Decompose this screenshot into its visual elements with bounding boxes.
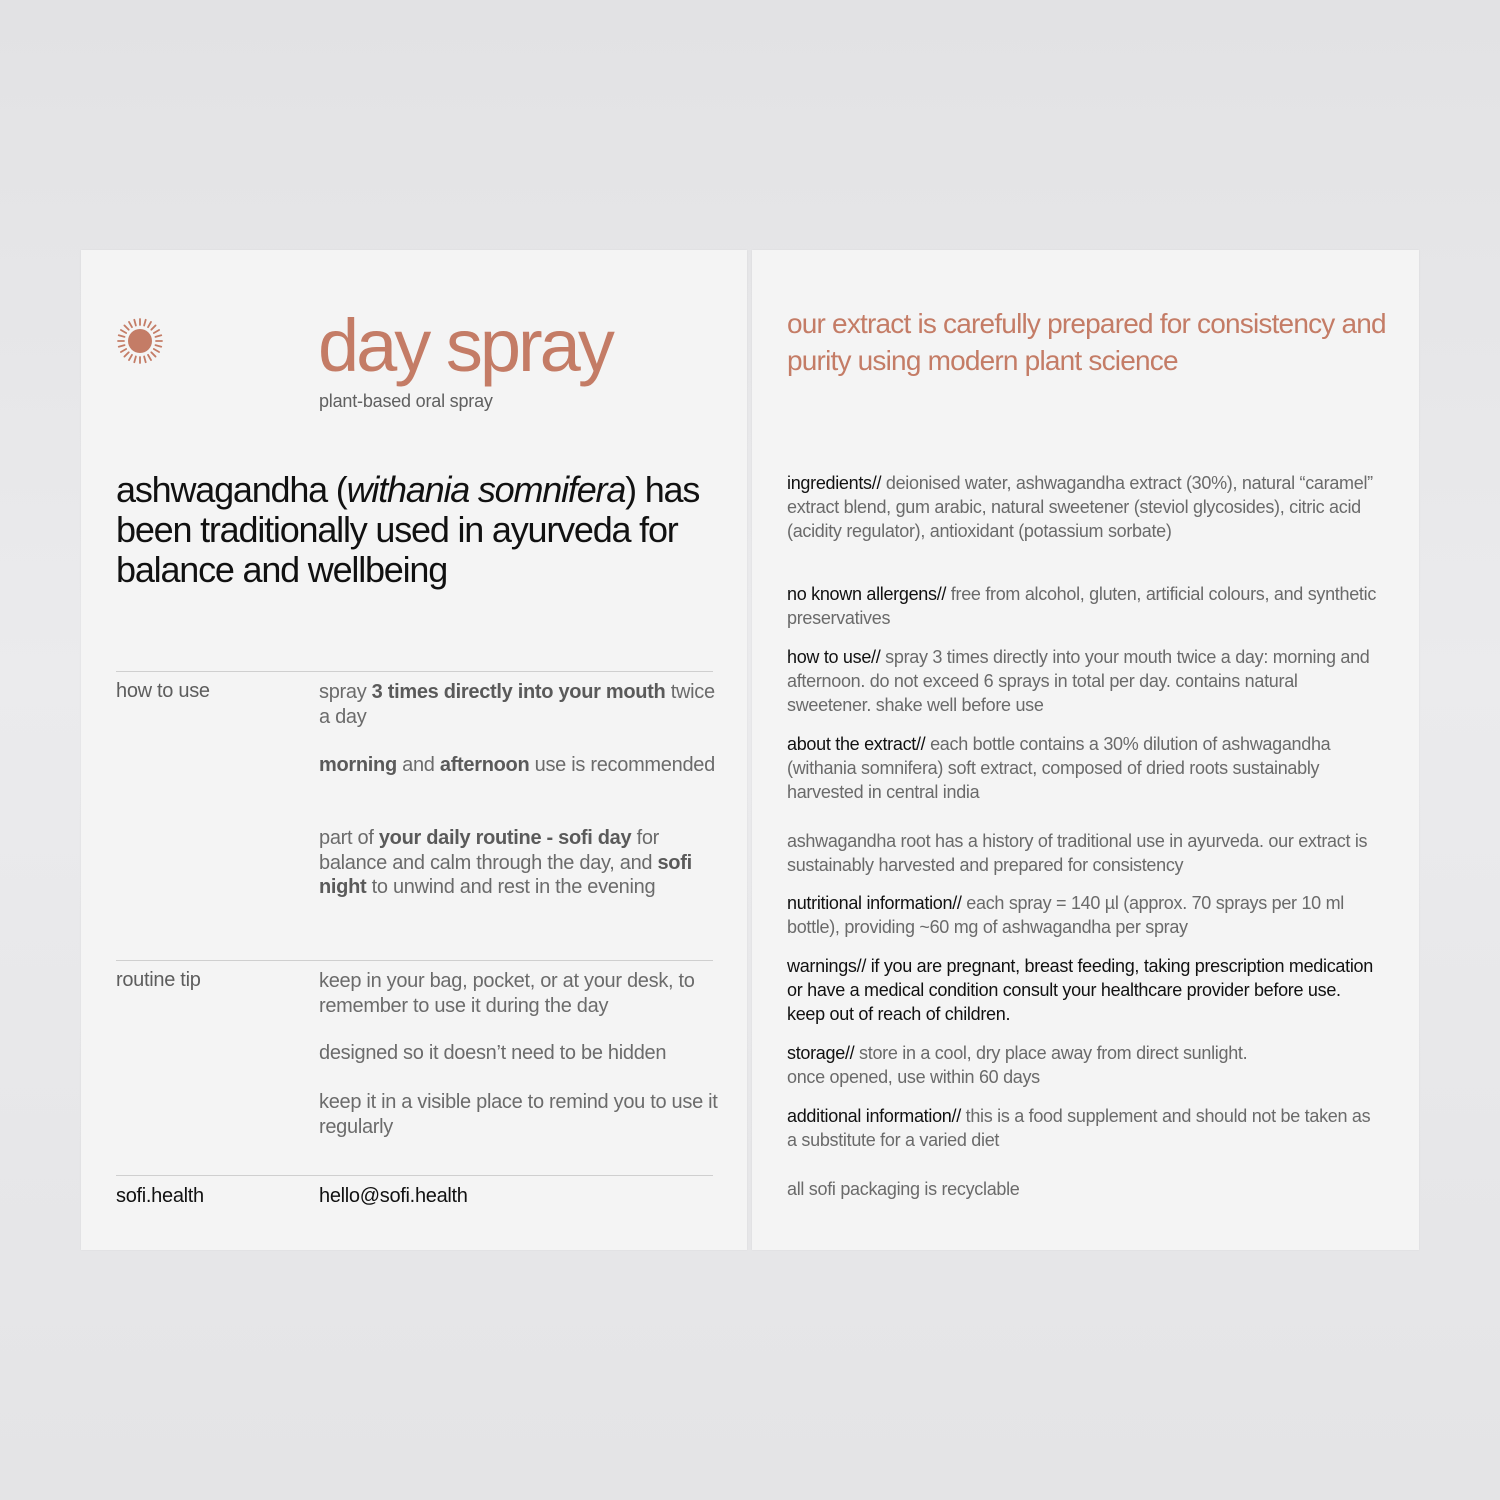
sun-ray	[144, 320, 146, 326]
nutrition-block: nutritional information// each spray = 140 µl (approx. 70 sprays per 10 ml bottle), providing ~60 mg of ashwagandha per spray	[787, 893, 1344, 937]
sun-ray	[155, 335, 161, 337]
how-to-use-text-3: part of your daily routine - sofi day for balance and calm through the day, and sofi night to unwind and rest in the evening	[319, 827, 692, 898]
routine-tip-text-1: keep in your bag, pocket, or at your desk, to remember to use it during the day	[319, 970, 695, 1017]
sun-ray	[119, 335, 125, 337]
divider	[116, 671, 713, 672]
sun-ray	[121, 330, 126, 333]
how-to-use-block: how to use// spray 3 times directly into your mouth twice a day: morning and afternoon. do not exceed 6 sprays in total per day. contains natural sweetener. shake well before use	[787, 647, 1370, 715]
extract-heading: our extract is carefully prepared for consistency and purity using modern plant science	[787, 308, 1386, 376]
sun-ray	[129, 322, 132, 327]
label-front-panel	[81, 250, 747, 1250]
history-block: ashwagandha root has a history of traditional use in ayurveda. our extract is sustainably harvested and prepared for consistency	[787, 831, 1368, 875]
sun-ray	[121, 349, 126, 352]
sun-ray	[154, 349, 159, 352]
sun-ray	[155, 345, 161, 347]
sun-ray	[134, 356, 136, 362]
routine-tip-text-3: keep it in a visible place to remind you to use it regularly	[319, 1091, 718, 1138]
routine-tip-text-2: designed so it doesn’t need to be hidden	[319, 1042, 667, 1064]
latin-name: withania somnifera	[346, 469, 626, 510]
about-extract-block: about the extract// each bottle contains a 30% dilution of ashwagandha (withania somnifera) soft extract, composed of dried roots sustainably harvested in central india	[787, 734, 1331, 802]
product-subtitle: plant-based oral spray	[319, 391, 493, 411]
sun-ray	[151, 325, 155, 329]
sun-ray	[134, 320, 136, 326]
allergens-block: no known allergens// free from alcohol, gluten, artificial colours, and synthetic preservatives	[787, 584, 1377, 628]
ingredients-block: ingredients// deionised water, ashwagandha extract (30%), natural “caramel” extract blend, gum arabic, natural sweetener (steviol glycosides), citric acid (acidity regulator), antioxidant (potassium sorbate)	[787, 473, 1373, 541]
divider	[116, 1175, 713, 1176]
sun-ray	[151, 352, 155, 356]
how-to-use-label: how to use	[116, 680, 210, 702]
sun-ray	[124, 325, 128, 329]
website-link[interactable]: sofi.health	[116, 1185, 204, 1207]
product-title: day spray	[318, 304, 612, 387]
sun-ray	[124, 352, 128, 356]
email-link[interactable]: hello@sofi.health	[319, 1185, 468, 1207]
storage-block: storage// store in a cool, dry place away from direct sunlight. once opened, use within 60 days	[787, 1043, 1248, 1087]
how-to-use-text-2: morning and afternoon use is recommended	[319, 754, 715, 776]
label-back-panel	[752, 250, 1419, 1250]
sun-ray	[154, 330, 159, 333]
headline: ashwagandha (withania somnifera) has been traditionally used in ayurveda for balance and wellbeing	[116, 469, 700, 590]
sun-ray	[144, 356, 146, 362]
recyclable-note: all sofi packaging is recyclable	[787, 1179, 1020, 1199]
warnings-block: warnings// if you are pregnant, breast feeding, taking prescription medication or have a medical condition consult your healthcare provider before use. keep out of reach of children.	[787, 956, 1373, 1024]
sun-ray	[119, 345, 125, 347]
routine-tip-label: routine tip	[116, 969, 201, 991]
sun-icon	[115, 316, 165, 366]
sun-ray	[129, 355, 132, 360]
divider	[116, 960, 713, 961]
sun-ray	[148, 355, 151, 360]
sun-ray	[148, 322, 151, 327]
additional-info-block: additional information// this is a food supplement and should not be taken as a substitute for a varied diet	[787, 1106, 1371, 1150]
how-to-use-text-1: spray 3 times directly into your mouth twice a day	[319, 681, 715, 728]
